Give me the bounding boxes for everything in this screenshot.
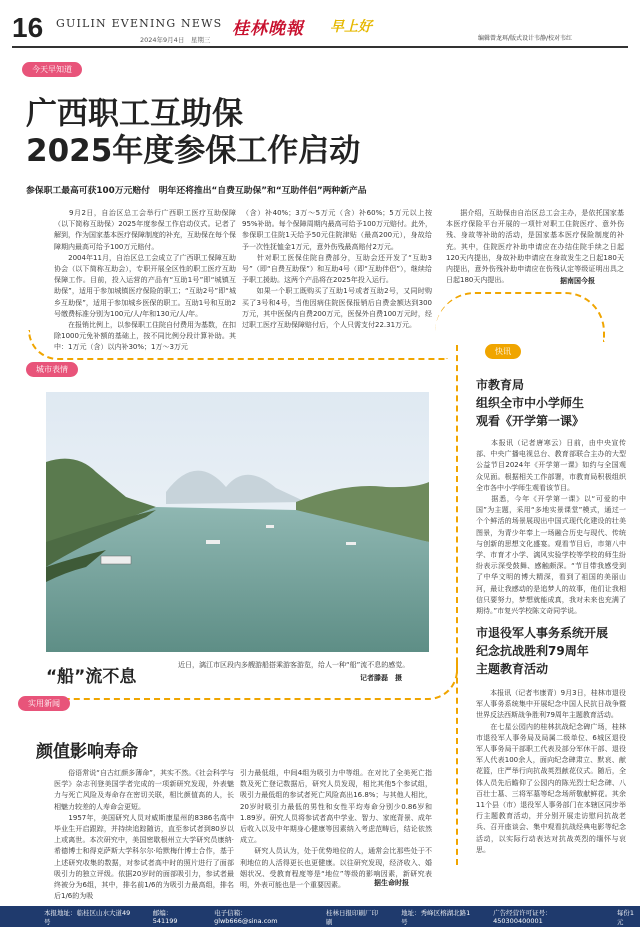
article3-title: 颜值影响寿命 [36, 742, 138, 762]
dashed-divider-right [456, 345, 458, 865]
river-photo-graphic [46, 392, 429, 652]
photo-caption: 近日，漓江市区段内多艘游船搭乘游客游览，给人一种“船”流不息的感觉。 [178, 661, 410, 669]
news2-title-line3: 主题教育活动 [476, 662, 549, 676]
lead-subhead: 参保职工最高可获100万元赔付 明年还将推出“自费互助保”和“互助伴侣”两种新产品 [26, 186, 367, 196]
lead-column-1: 9月2日，自治区总工会举行广西职工医疗互助保障（以下简称互助保）2025年度参保工作启动仪式。记者了解到，作为国家基本医疗保障制度的补充，互助保在每个保障期内最高可给予100万元赔付。 2004年11月，自治区总工会成立了广西职工保障互助协会（以下简称互助会），专职开展全区性的职工医疗互助保障工作。目前，投入运营的产品有“互助1号”即“城镇互助保”，适用于参加城镇医疗保险的职工；“互助2号”即“城乡互助保”，适用于参加城乡医保的职工。互助1号和互助2号缴费标准分别为100元/人/年和130元/人/年。 在报销比例上，以参保职工住院自付费用为基数，在扣除1000元免补额的基础上，按不同比例分段计算补助。其中：1万元（含）以内补30%；1万～3万元 [54, 209, 236, 352]
dashed-curve-mid [28, 330, 448, 360]
river-photo [46, 392, 429, 652]
footer-address: 本报地址：临桂区山水大道49号 [44, 908, 131, 926]
news2-title-line2: 纪念抗战胜利79周年 [476, 644, 589, 658]
footer-printer: 桂林日报印刷厂印刷 [325, 908, 378, 926]
tag-city: 城市表情 [26, 362, 78, 377]
article3-source: 据生命时报 [374, 879, 409, 887]
lead-column-3: 据介绍，互助保由自治区总工会主办，是依托国家基本医疗保险平台开展的一项针对职工住院医疗、意外伤残、身故等补助的活动，是国家基本医疗保险制度的补充。其中，住院医疗补助申请应在办结住院手续之日起120天内提出，身故补助申请应在身故发生之日起180天内提出，意外伤残补助申请应在伤残认定等级证明出具之日起180天内提出。 [446, 209, 624, 285]
photo-caption-title: “船”流不息 [46, 667, 137, 687]
news1-title-line1: 市教育局 [476, 378, 525, 392]
news2-title-line1: 市退役军人事务系统开展 [476, 626, 609, 640]
tag-practical: 实用新闻 [18, 696, 70, 711]
news1-title-line2: 组织全市中小学师生 [476, 396, 585, 410]
news2-body: 本报讯（记者韦康青）9月3日，桂林市退役军人事务系统集中开展纪念中国人民抗日战争暨世界反法西斯战争胜利79周年主题教育活动。 在七星公园内的桂林抗战纪念碑广场，桂林市退役军人事务局及局属二级单位、6城区退役军人事务局干部职工代表及部分军休干部、退役军人代表100余人，面向纪念碑肃立、默哀、献花篮，庄严举行向抗战英烈献花仪式。随后，全体人员先后瞻仰了公园内的陈光烈士纪念碑、八百壮士墓、三将军墓等纪念场所敬献鲜花。其余11个县（市）退役军人事务部门在本辖区同步举行主题教育活动，并分别开展走访慰问抗战老兵、召开座谈会、集中观看抗战经典电影等纪念活动，以实际行动表达对抗战英烈的缅怀与哀思。 [476, 689, 626, 854]
paper-name-en: GUILIN EVENING NEWS [56, 17, 223, 30]
section-name: 早上好 [330, 19, 372, 35]
footer-bar [0, 906, 640, 927]
tag-express: 快讯 [485, 344, 521, 359]
footer-postcode: 邮编：541199 [152, 909, 178, 925]
tag-today: 今天早知道 [22, 62, 82, 77]
dashed-curve-top [435, 292, 605, 342]
photo-credit: 记者滕磊 摄 [360, 674, 402, 682]
editor-credits: 编辑曾龙珥/版式设计韦静/校对韦红 [478, 35, 573, 42]
lead-column-2: （含）补40%；3万～5万元（含）补60%；5万元以上按95%补助。每个保障周期内最高可给予100万元赔付。此外，参保职工住院1天给予50元住院津贴（最高200元），身故给予一次性抚恤金1万元，意外伤残最高赔付2万元。 针对职工医保住院自费部分，互助会还开发了“互助3号”（即“自费互助保”）和互助4号（即“互助伴侣”），继续给予职工援助。这两个产品将在2025年投入运行。 如果一个职工既购买了互助1号或者互助2号，又同时购买了3号和4号，当他因病住院医保报销后自费金额达到300万元，其中医保内自费200万元，医保外自费100万元时，经过职工医疗互助保障赔付后，个人只需支付22.31万元。 [242, 209, 432, 330]
lead-headline-line1: 广西职工互助保 [26, 96, 243, 132]
article3-column-1: 俗语常说“自古红颜多薄命”，其实不然。《社会科学与医学》杂志刊登美国学者完成的一项新研究发现，外表魅力与死亡风险及寿命存在密切关联，相比颜值高的人，长相魅力较差的人寿命会更短。 1957年，美国研究人员对威斯康星州的8386名高中毕业生开启跟踪，并持续追踪随访，直至参试者到80岁以上或离世。本次研究中，美国密歇根州立大学研究员康纳·希德博士和得克萨斯大学科尔尔·哈默梅什博士合作，基于上述研究收集的数据，对参试者高中时的照片进行了面部吸引力的独立评级。依据20岁时的面部吸引力，参试者最终被分为6组，其中，排名前1/6的为吸引力最高组，排名后1/6的为吸 [54, 769, 234, 901]
footer-printer-address: 地址：秀峰区榕湖北路1号 [401, 908, 471, 926]
news1-body: 本报讯（记者唐寒云）日前，由中央宣传部、中央广播电视总台、教育部联合主办的大型公益节目2024年《开学第一课》如约与全国观众见面。根据相关工作部署，市教育局积极组织全市各中小学师生观看该节目。 据悉，今年《开学第一课》以“可爱的中国”为主题，采用“多地实景课堂”模式，通过一个个鲜活的场景展现出中国式现代化建设的壮美图景，为青少年奉上一场融合历史与现代、传统与创新的思想文化盛宴。观看节目后，市第八中学、市育才小学、漓风实验学校等学校的师生纷纷表示深受鼓舞、感触颇深。“节目带我感受到了中华文明的博大精深，看到了祖国的美丽山河，最让我感动的是追梦人的故事，他们让我相信只要努力，梦想就能成真，我对未来也充满了期待。”市复兴学校陈文奇同学说。 [476, 439, 626, 616]
lead-headline-line2: 2025年度参保工作启动 [26, 133, 361, 169]
news1-title-line3: 观看《开学第一课》 [476, 414, 585, 428]
page-number: 16 [12, 12, 44, 43]
paper-logo: 桂林晚報 [232, 19, 304, 39]
article3-column-2: 引力最低组，中间4组为吸引力中等组。在对比了全美死亡指数及死亡登记数据后，研究人员发现，相比其他5个参试组，吸引力最低组的参试者死亡风险高出16.8%；与其他人相比，20岁时吸引力最低的男性和女性平均寿命分别少0.86岁和1.89岁。研究人员将参试者高中学业、智力、家庭背景、成年后收入以及中年期身心健康等因素纳入考虑范畴后，结论依然成立。 研究人员认为，处于优势地位的人，通常会比那些处于不利地位的人活得更长也更健康。以往研究发现，经济收入、婚姻状况、受教育程度等是“地位”等级的影响因素，新研究表明，外表可能也是一个重要因素。 [240, 769, 432, 890]
masthead-rule [12, 46, 628, 48]
footer-price: 每份1元 [616, 908, 635, 926]
footer-license: 广告经营许可证号：450300400001 [493, 909, 552, 925]
footer-email: 电子信箱：glwb666@sina.com [214, 909, 278, 925]
issue-date: 2024年9月4日 星期三 [140, 36, 211, 44]
lead-source: 据南国今报 [560, 277, 595, 285]
